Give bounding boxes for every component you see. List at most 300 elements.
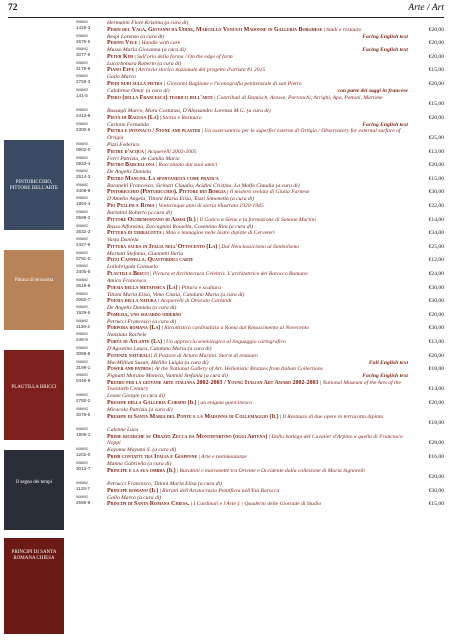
entry-text [107,495,408,508]
title-separator: | [150,366,155,373]
entry-author: Gallo Marco (a cura di) [107,494,162,501]
isbn-prefix: 906692 [76,318,88,323]
entry-text [107,305,408,318]
entry-price: €18,00 [428,420,444,427]
entry-text [107,210,408,223]
catalog-entry [76,407,444,427]
cover-title: PLAUTILLA BRICCI [11,385,57,390]
isbn-suffix: 2427-6 [76,242,91,248]
isbn-suffix: 2082-7 [76,296,91,302]
catalog-entry [76,332,444,345]
entry-text [107,393,408,406]
entry-title-line [107,339,408,346]
title-separator: | [197,453,202,460]
cover-il-segno-dei-tempi [4,450,64,530]
entry-title-line [107,468,408,475]
isbn-suffix: 2596-9 [76,499,91,505]
cover-title: PINTORICCHIO, PITTORE DELL'ARTE [9,180,59,191]
entry-title: Principe romano (Il) [107,487,159,494]
title-separator: | [196,399,201,406]
entry-text [107,292,408,305]
entry-title: Piedi nudi sulla pietra [107,80,163,87]
entry-title-line [107,95,408,102]
catalog-entry [76,346,444,359]
isbn-suffix: 1894-4 [76,201,91,207]
title-separator: | [267,433,272,440]
entry-title: Principi di Santa Romana Chiesa. [107,501,190,508]
entry-subtitle: Ritrattistica cardinalizia a Roma dal Rinascimento al Novecento [164,325,309,332]
entry-text [107,169,408,182]
isbn-code [76,238,106,246]
isbn-code [76,143,106,151]
catalog-entry [76,319,444,332]
entry-title: Pittura di terracotta [107,230,162,237]
entry-title-line [107,217,408,224]
title-separator: | [156,298,161,305]
entry-subtitle: Contributi di Damisch, Arasse, Parronchi, Arrighi, Apa, Pettoni, Martone [216,94,383,101]
catalog-entry [76,305,444,318]
catalog-entry [76,373,444,393]
entry-author: Ferri Patrizia, de Candia Mario [107,155,180,162]
entry-title-line [107,244,408,251]
isbn-prefix: 906692 [76,447,88,452]
entry-author: Miracola Patrizia (a cura di) [107,407,173,413]
isbn-prefix: 906692 [76,250,88,255]
isbn-suffix: 3077-6 [76,52,91,58]
isbn-suffix: 2300-6 [76,126,91,132]
catalog-entry [76,20,444,33]
cover-pintoricchio [4,140,64,230]
isbn-code [76,496,106,504]
entry-price: €15,00 [428,175,444,182]
entry-title: Pietà di Ragusa (La) [107,114,159,121]
entry-subtitle: National Museum of the Arts of the Twentieth Century [107,379,401,393]
entry-price: €15,00 [428,101,444,108]
isbn-suffix: 1138-2 [76,323,90,329]
entry-title: Presepe della Galleria Corsini (Il) [107,399,197,406]
entry-price: €20,00 [428,311,444,318]
entry-title-line [107,176,408,183]
entry-author: Bussagli Marco, Mora Costanza, D'Alessandro Lorenza M.G. (a cura di) [107,108,271,115]
entry-title-line [107,149,408,156]
entry-title: Pietra e intonaco / Stone and plaster [107,128,201,135]
catalog-entry [76,156,444,169]
entry-title: Presepe di Santa Maria del Ponte e la Madonna di Collemaggio (Il) [107,413,279,420]
isbn-suffix: 0599-2 [76,214,91,220]
isbn-suffix: 0902-0 [76,146,91,152]
entry-text [107,196,408,209]
isbn-prefix: 906692 [76,359,88,364]
entry-author: D'Agostino Laura, Catalano Maria (a cura di) [107,346,212,352]
catalog-list [76,20,444,640]
entry-price: €25,00 [428,134,444,141]
entry-subtitle: Un osservatorio per le superfici esterne di Ortigia / Observatory for external surface of Ortigia [107,128,401,141]
entry-subtitle: Il Gotico a Siena e la formazione di Simone Martini [199,216,316,223]
isbn-suffix: 0448-9 [76,378,91,384]
entry-author: De Angelis Daniela [107,169,152,176]
isbn-suffix: 141-5 [76,92,88,98]
isbn-code [76,157,106,165]
isbn-prefix: 906692 [76,427,88,432]
entry-subtitle: Burattini e marionette tra Oriente e Occidente dalla collezione di Maria Signorelli [179,467,365,474]
isbn-code [76,109,106,117]
entry-author: Calenne Luca [107,427,139,434]
entry-price: €14,00 [428,216,444,223]
isbn-prefix: 906692 [76,121,88,126]
isbn-code [76,361,106,369]
isbn-prefix: 906692 [76,346,88,350]
isbn-code [76,89,106,97]
catalog-entry [76,169,444,182]
isbn-suffix: 3632-3 [76,228,91,234]
catalog-entry [76,481,444,494]
entry-title-line [107,285,408,292]
entry-price: €20,00 [428,40,444,47]
catalog-entry [76,427,444,447]
entry-subtitle: Raccontato dai suoi amici [158,162,218,169]
entry-title: Pomezia, uno sguardo odierno [107,311,182,318]
entry-text [107,319,408,332]
isbn-code [76,293,106,301]
section-title: Arte / Art [408,3,444,13]
entry-subtitle: Acquerelli di Onorato Carlandi [160,298,232,305]
title-separator: | [318,379,323,386]
entry-text [107,481,408,494]
entry-title: Power and pathos [107,366,151,373]
entry-author: De Angelis Daniela (a cura di) [107,305,177,312]
entry-text [107,264,408,277]
isbn-code [76,347,106,355]
entry-author: Petrucci Francesco, Tittoni Maria Elisa (a cura di) [107,481,222,488]
entry-subtitle: Arte e testimonianze [201,453,247,460]
isbn-prefix: 906692 [76,393,88,398]
entry-title: Perino Vele [107,40,138,47]
entry-title: Primi contatti tra Italia e Giappone [107,453,198,460]
page-number: 72 [8,3,18,13]
title-separator: | [154,202,159,209]
entry-author: Nanziata Rachele [107,332,147,339]
catalog-entry [76,108,444,121]
entry-text [107,74,408,87]
entry-author: Vasta Daniela [107,237,139,244]
entry-price: €12,00 [428,148,444,155]
entry-text [107,461,408,474]
isbn-suffix: 2413-9 [76,113,91,119]
title-separator: | [143,148,148,155]
entry-subtitle: Handle with care [141,40,181,47]
cover-column [0,20,68,640]
entry-subtitle: Giovanni Baglione e l'iconografia penitenziale di san Pietro [166,80,302,87]
isbn-prefix: 906692 [76,210,88,214]
catalog-entry [76,264,444,277]
entry-title-line [107,353,408,360]
entry-price: €20,00 [428,352,444,359]
isbn-suffix: 3408-9 [76,187,91,193]
entry-title-line [107,128,408,141]
entry-title-line [107,434,408,447]
entry-title-line [107,27,408,34]
entry-title: Plautilla Bricci [107,270,149,277]
entry-author: Cartone Fernanda [107,121,149,128]
entry-note: Facing English text [362,373,408,380]
isbn-suffix: 248-9 [76,337,88,343]
entry-title: Pizzi Cannella. Quattordici carte [107,257,194,264]
entry-title: Premio per la giovane arte italiana 2002-2003 / Young Italian Art Award 2002-2003 [107,379,319,386]
catalog-entry [76,210,444,223]
entry-price: €30,00 [428,298,444,305]
header-rule [8,17,444,18]
isbn-code [76,428,106,436]
catalog-entry [76,88,444,108]
entry-price: €20,00 [428,474,444,481]
entry-author: Bartalini Roberto (a cura di) [107,210,172,216]
entry-title-line [107,271,408,278]
entry-subtitle: Studi e restauro [326,26,362,33]
entry-note: Facing English text [362,33,408,40]
entry-price: €16,00 [428,453,444,460]
isbn-suffix: 2618-8 [76,282,91,288]
title-separator: | [137,40,142,47]
entry-subtitle: Pictura et Architectura Celebris. L'architettrice del Barocco Romano [152,270,308,277]
entry-author: Mornati Stefania, Giannetti Ilaria [107,250,184,257]
entry-price: €28,00 [428,440,444,447]
entry-title: Pittore Oltremontano di Assisi (Il) [107,216,196,223]
title-separator: | [322,26,327,33]
entry-text [107,251,408,264]
title-separator: | [149,352,154,359]
isbn-code [76,333,106,341]
entry-subtitle: Storia e Restauro [162,114,202,121]
cover-principi-santa-romana-chiesa [4,538,64,634]
entry-title-line [107,501,408,508]
catalog-entry [76,122,444,142]
entry-price: €25,00 [428,243,444,250]
isbn-code [76,320,106,328]
isbn-code [76,448,106,456]
isbn-code [76,482,106,490]
isbn-prefix: 906692 [76,60,88,65]
title-separator: | [161,230,166,237]
entry-title-line [107,298,408,305]
entry-title-line [107,325,408,332]
isbn-prefix: 906692 [76,237,88,242]
isbn-code [76,62,106,70]
isbn-suffix: 3178-6 [76,65,91,71]
isbn-suffix: 3088-8 [76,350,91,356]
title-separator: | [162,80,167,87]
entry-author: Calabrese Omar (a cura di) [107,88,170,94]
entry-author: Petrucci Francesco (a cura di) [107,318,177,325]
entry-title: Peter Kim [107,53,134,60]
entry-subtitle: Archivio storico nazionale del progetto d'artista #1 2015 [138,67,266,74]
isbn-code [76,279,106,287]
isbn-suffix: 0791-0 [76,255,91,261]
entry-subtitle: Dal Neoclassicismo al Simbolismo [221,243,300,250]
catalog-entry [76,278,444,291]
entry-title-line [107,400,408,407]
entry-note: Facing English text [362,121,408,128]
entry-title-line [107,454,408,461]
title-separator: | [177,284,182,291]
isbn-code [76,21,106,29]
entry-text [107,407,408,420]
entry-title: Porpora romana (La) [107,325,161,332]
entry-title-line [107,40,408,47]
isbn-suffix: 2514-3 [76,174,91,180]
entry-title: Pietre d'acqua [107,148,144,155]
entry-price: €20,00 [428,80,444,87]
entry-subtitle: Il Pastore di Arturo Martini. Storie di restauro [153,352,258,359]
entry-text [107,332,408,345]
entry-subtitle: Sull'orlo della forma / On the edge of form [136,53,233,60]
entry-note: Facing English text [362,47,408,54]
isbn-code [76,211,106,219]
entry-title: Principe e la sua ombra (Il) [107,467,176,474]
isbn-prefix: 906692 [76,305,88,310]
isbn-suffix: 1202-0 [76,452,91,458]
entry-title: Poesia della natura [107,298,157,305]
entry-text [107,278,408,291]
entry-price: €30,00 [428,487,444,494]
entry-author: D'Amelio Angela, Tittoni Maria Elisa, Tozzi Simonetta (a cura di) [107,196,255,203]
catalog-entry [76,292,444,305]
entry-title-line [107,366,408,373]
isbn-code [76,252,106,260]
catalog-entry [76,224,444,237]
entry-note: Full English text [368,359,408,366]
entry-title-line [107,54,408,61]
entry-author: Lucarbonara Roberto (a cura di) [107,60,182,67]
isbn-prefix: 906692 [76,264,88,269]
entry-author: Manna Gabriella (a cura di) [107,461,172,467]
entry-title: Pittura sacra in Italia nell'Ottocento (La) [107,243,218,250]
entry-title-line [107,81,408,88]
title-separator: | [200,128,205,135]
entry-price: €14,00 [428,386,444,393]
isbn-suffix: 3199-1 [76,364,91,370]
catalog-entry [76,47,444,60]
entry-price: €30,00 [428,325,444,332]
entry-text [107,360,408,373]
catalog-entry [76,393,444,406]
entry-title-line [107,230,408,237]
catalog-entry [76,495,444,508]
isbn-code [76,35,106,43]
title-separator: | [189,501,194,508]
entry-price: €15,00 [428,501,444,508]
entry-subtitle: Venticinque anni di storia illustrata 1920-1945 [158,202,264,209]
entry-text [107,237,408,250]
catalog-entry [76,74,444,87]
isbn-prefix: 906692 [76,196,88,201]
isbn-code [76,123,106,131]
entry-author: Leone Giorgio (a cura di) [107,393,165,400]
cover-title: PRINCIPI DI SANTA ROMANA CHIESA [11,550,57,561]
isbn-prefix: 906692 [76,142,88,146]
entry-price: €20,00 [428,114,444,121]
entry-title: Poesia della metafisica (La) [107,284,178,291]
isbn-suffix: 3078-5 [76,411,91,417]
entry-price: €30,00 [428,284,444,291]
isbn-prefix: 906692 [76,291,88,296]
entry-subtitle: Dalla bottega del Cavalier d'Arpino a quella di Francesco Noppi [107,433,403,447]
isbn-prefix: 906692 [76,33,88,38]
cover-title: Il segno dei tempi [16,480,52,485]
catalog-entry [76,61,444,74]
entry-title-line [107,67,408,74]
entry-text [107,427,408,447]
entry-subtitle: un enigma guercinesco [200,399,253,406]
entry-title: Piano Effe [107,67,135,74]
entry-title: Potenze naturali [107,352,150,359]
entry-text [107,61,408,74]
isbn-suffix: 3405-8 [76,269,91,275]
isbn-code [76,306,106,314]
entry-note: con parte dei saggi in francese [337,88,408,94]
isbn-code [76,408,106,416]
entry-title: Pietro Barcellona [107,162,155,169]
entry-title-line [107,488,408,495]
isbn-prefix: 906692 [76,74,88,79]
entry-price: €30,00 [428,189,444,196]
entry-title-line [107,162,408,169]
entry-title-line [107,257,408,264]
isbn-prefix: 906692 [76,223,88,228]
entry-subtitle: Il mistero svelato di Giulia Farnese [229,189,310,196]
isbn-prefix: 906692 [76,20,88,24]
entry-price: €13,00 [428,338,444,345]
catalog-entry [76,183,444,196]
entry-price: €20,00 [428,399,444,406]
isbn-prefix: 906692 [76,88,88,92]
entry-subtitle: Mito e immagine nelle lastre dipinte di Cerveteri [165,230,275,237]
entry-subtitle: Un approccio semiologico al linguaggio cartografico [166,338,286,345]
entry-title-line [107,115,408,122]
entry-author: Pignatti Morano Monica, Vannini Stefania (a cura di) [107,373,228,380]
title-separator: | [225,189,230,196]
catalog-entry [76,196,444,209]
entry-author: Musso Maria Giovanna (a cura di) [107,47,186,54]
entry-title-line [107,380,408,393]
isbn-code [76,75,106,83]
isbn-suffix: 3013-7 [76,465,91,471]
title-separator: | [162,338,166,345]
entry-price: €18,00 [428,366,444,373]
isbn-suffix: 2758-3 [76,79,91,85]
isbn-prefix: 906692 [76,332,88,337]
isbn-prefix: 906692 [76,407,88,411]
isbn-prefix: 906692 [76,461,88,465]
catalog-entry [76,447,444,460]
entry-text [107,224,408,237]
entry-text [107,346,408,359]
isbn-suffix: 2780-2 [76,398,91,404]
entry-subtitle: At the National Gallery of Art. Hellenistic Bronzes from Italian Collections [154,366,323,373]
entry-title: Perin del Vaga, Giovanni da Udine, Marcello Venusti Madonne in Galleria Borghese [107,26,323,33]
entry-text [107,20,408,33]
entry-author: Hermanin Fiore Kristina (a cura di) [107,20,189,26]
isbn-code [76,170,106,178]
isbn-prefix: 906692 [76,108,88,113]
title-separator: | [154,162,159,169]
isbn-prefix: 906692 [76,481,88,486]
isbn-code [76,265,106,273]
catalog-entry [76,251,444,264]
entry-title: Prime ricerche su Orazio Zecca da Montefortino (oggi Artena) [107,433,268,440]
isbn-code [76,374,106,382]
entry-author: Lollobrigida Consuelo [107,264,158,271]
title-separator: | [158,114,163,121]
